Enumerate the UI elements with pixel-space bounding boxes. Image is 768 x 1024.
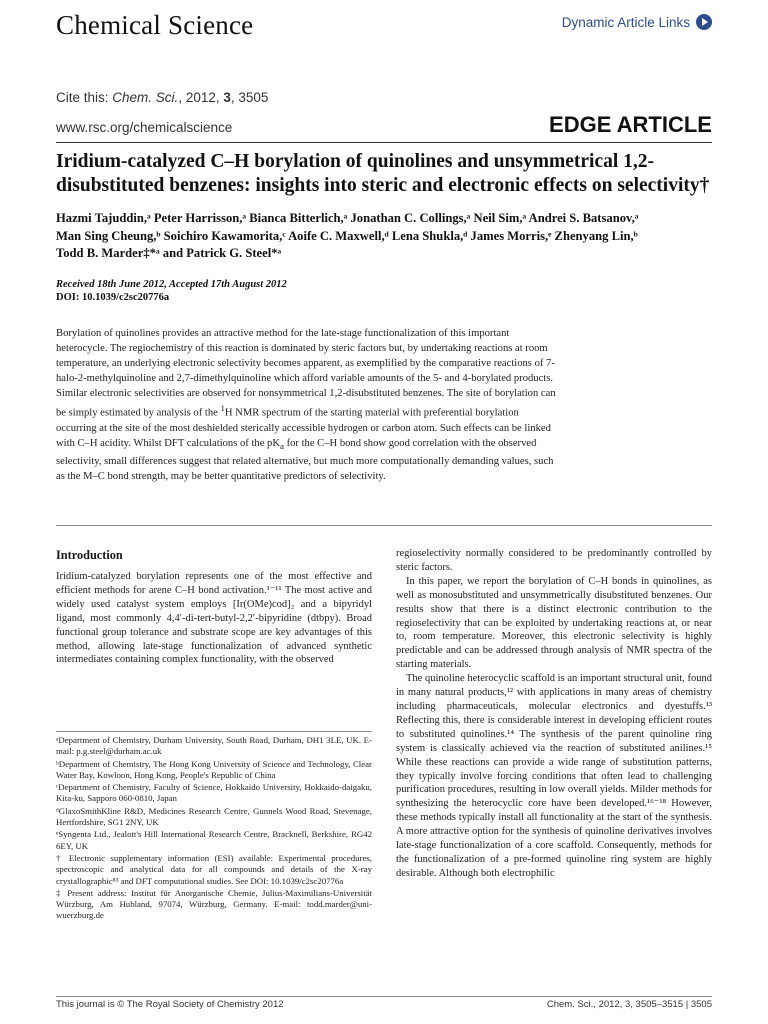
abstract-part-3: for the C–H bond show good correlation with the observed selectivity, small differences suggest that related alternative, but much more computationally demanding values, such as the M–C bond strength, may be better quantitative predictors of selectivity. bbox=[56, 437, 554, 482]
footnote-affiliation-a: ᵃDepartment of Chemistry, Durham University, South Road, Durham, DH1 3LE, UK. E-mail: p.g.steel@durham.ac.uk bbox=[56, 735, 372, 757]
abstract-subscript: a bbox=[280, 440, 284, 451]
footnote-rule bbox=[56, 731, 372, 732]
footnote-present-address: ‡ Present address: Institut für Anorganische Chemie, Julius-Maximilians-Universität Würzburg, Am Hubland, 97074, Würzburg, Germany. E-mail: todd.marder@uni-wuerzburg.de bbox=[56, 887, 372, 921]
footnotes bbox=[56, 735, 372, 923]
article-type: EDGE ARTICLE bbox=[549, 112, 712, 137]
cite-journal: Chem. Sci. bbox=[112, 90, 179, 105]
footer-rule bbox=[56, 996, 712, 997]
section-heading-introduction: Introduction bbox=[56, 548, 123, 562]
footnote-affiliation-d: ᵈGlaxoSmithKline R&D, Medicines Research Centre, Gunnels Wood Road, Stevenage, Hertfordshire, SG1 2NY, UK bbox=[56, 805, 372, 828]
intro-paragraph-2: regioselectivity normally considered to be predominantly controlled by steric factors. bbox=[396, 548, 712, 573]
footer-page-reference: Chem. Sci., 2012, 3, 3505–3515 | 3505 bbox=[546, 999, 712, 1010]
abstract-part-2: H NMR spectrum of the starting material with preferential borylation occurring at the site of the most deshielded sterically accessible hydrogen or carbon atom. Such effects can be linked with C–H acidity. Whilst DFT calculations of the pK bbox=[56, 407, 551, 449]
journal-title: Chemical Science bbox=[56, 10, 254, 40]
dynamic-article-links[interactable] bbox=[562, 14, 712, 30]
title-line-1: Iridium-catalyzed C–H borylation of quinolines and unsymmetrical 1,2- bbox=[56, 151, 655, 172]
cite-prefix: Cite this: bbox=[56, 90, 113, 105]
footnote-affiliation-e: ᵉSyngenta Ltd., Jealott's Hill International Research Centre, Bracknell, Berkshire, RG42 6EY, UK bbox=[56, 829, 372, 851]
received-dates: Received 18th June 2012, Accepted 17th August 2012 bbox=[56, 279, 287, 290]
right-column bbox=[396, 547, 712, 881]
intro-paragraph-4: The quinoline heterocyclic scaffold is an important structural unit, found in many natural products,¹² with applications in many areas of chemistry including pharmaceuticals, molecular electronics and dyestuffs.¹³ Reflecting this, there is considerable interest in developing efficient routes to substituted quinolines.¹⁴ The synthesis of the parent quinoline ring system is classically achieved via the reaction of substituted anilines.¹⁵ While these reactions can provide a wide range of substitution patterns, they typically involve forcing conditions that often lead to challenging purification procedures, resulting in low overall yields. Milder methods for synthesizing the heterocyclic core have been developed.¹⁶⁻¹⁸ However, these methods typically install all functionality at the start of the synthesis. A more attractive option for the synthesis of quinoline derivatives involves late-stage functionalization of a core scaffold. Consequently, methods for the functionalization of a pre-formed quinoline ring system are highly desirable. Although both electrophilic bbox=[396, 673, 712, 879]
abstract-part-1: Borylation of quinolines provides an attractive method for the late-stage functionalization of this important heterocycle. The regiochemistry of this reaction is dominated by steric factors but, by undertaking reactions at room temperature, an underlying electronic selectivity becomes apparent, as exemplified by the comparative reactions of 7-halo-2-methylquinoline and 2,7-dimethylquinoline which afford variable amounts of the 5- and 4-borylated products. Similar electronic selectivities are observed for nonsymmetrical 1,2-disubstituted benzenes. The site of borylation can be simply estimated by analysis of the bbox=[56, 328, 556, 419]
cite-volume: 3 bbox=[223, 90, 231, 105]
authors-line-1: Hazmi Tajuddin,ᵃ Peter Harrisson,ᵃ Bianca Bitterlich,ᵃ Jonathan C. Collings,ᵃ Neil Sim,ᵃ Andrei S. Batsanov,ᵃ bbox=[56, 211, 639, 225]
citation-line bbox=[56, 90, 268, 105]
abstract bbox=[56, 326, 556, 484]
cite-page: , 3505 bbox=[230, 90, 269, 105]
abstract-superscript: 1 bbox=[220, 403, 225, 413]
intro-paragraph-1: Iridium-catalyzed borylation represents one of the most effective and efficient methods for arene C–H bond activation.¹⁻¹¹ The most active and widely used catalyst system employs [Ir(OMe)cod]₂ and a bipyridyl ligand, most commonly 4,4′-di-tert-butyl-2,2′-bipyridine (dtbpy). Broad functional group tolerance and substrate scope are key advantages of this method, allowing late-stage functionalization of advanced synthetic intermediates containing complex functionality, with the observed bbox=[56, 571, 372, 666]
header-rule bbox=[56, 142, 712, 143]
article-doi[interactable]: DOI: 10.1039/c2sc20776a bbox=[56, 292, 170, 303]
dynamic-links-label[interactable]: Dynamic Article Links bbox=[561, 14, 690, 30]
footnote-affiliation-c: ᶜDepartment of Chemistry, Faculty of Science, Hokkaido University, Hokkaido-daigaku, Kita-ku, Sapporo 060-0810, Japan bbox=[56, 782, 372, 804]
journal-website-link[interactable]: www.rsc.org/chemicalscience bbox=[56, 120, 233, 135]
authors-line-2: Man Sing Cheung,ᵇ Soichiro Kawamorita,ᶜ Aoife C. Maxwell,ᵈ Lena Shukla,ᵈ James Morris,ᵉ Zhenyang Lin,ᵇ bbox=[56, 228, 638, 243]
abstract-rule bbox=[56, 525, 712, 526]
authors-line-3: Todd B. Marder‡*ᵃ and Patrick G. Steel*ᵃ bbox=[56, 246, 282, 260]
author-list bbox=[56, 210, 714, 263]
intro-paragraph-3: In this paper, we report the borylation of C–H bonds in quinolines, as well as monosubstituted and unsymmetrically disubstituted benzenes. Our results show that there is a distinct electronic contribution to the regioselectivity that can be exploited by undertaking reactions at, or near to, room temperature. Moreover, this electronic selectivity is highly predictable and can be addressed through analysis of NMR spectra of the starting materials. bbox=[396, 575, 712, 671]
cite-year: , 2012, bbox=[178, 90, 224, 105]
title-line-2: disubstituted benzenes: insights into steric and electronic effects on selectivity† bbox=[56, 175, 710, 196]
footnote-esi: † Electronic supplementary information (ESI) available: Experimental procedures, spectroscopic and analytical data for all compounds and details of the X-ray crystallographic⁸³ and DFT computational studies. See DOI: 10.1039/c2sc20776a bbox=[56, 852, 372, 886]
article-title bbox=[56, 150, 716, 198]
play-arrow-icon[interactable] bbox=[696, 14, 712, 30]
footnote-affiliation-b: ᵇDepartment of Chemistry, The Hong Kong University of Science and Technology, Clear Water Bay, Kowloon, Hong Kong, People's Republic of China bbox=[56, 758, 372, 780]
left-column bbox=[56, 548, 372, 667]
footer-copyright: This journal is © The Royal Society of Chemistry 2012 bbox=[56, 999, 284, 1010]
